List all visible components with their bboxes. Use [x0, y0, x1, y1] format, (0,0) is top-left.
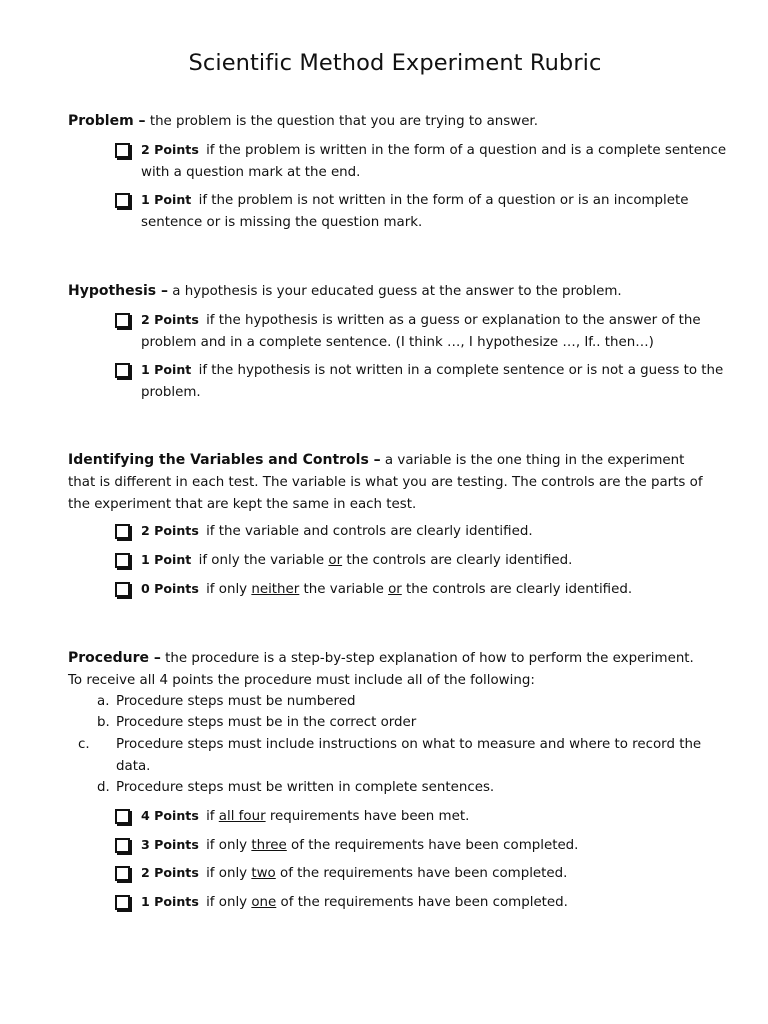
checkbox-icon[interactable] [115, 363, 130, 378]
points-label: 2 Points [141, 865, 199, 880]
option-text: if only [201, 866, 252, 881]
procedure-section [68, 647, 708, 692]
checkbox-icon[interactable] [115, 553, 130, 568]
option-text: if the hypothesis is written as a guess or explanation to the answer of the problem and in a complete sentence. (I think …, I hypothesize …, If.. then…) [141, 313, 701, 350]
points-label: 0 Points [141, 581, 199, 596]
rubric-option [115, 891, 727, 914]
page-title: Scientific Method Experiment Rubric [188, 50, 602, 76]
requirement-text: Procedure steps must be in the correct order [116, 715, 417, 730]
list-marker: b. [97, 715, 110, 730]
option-text: if the problem is not written in the form of a question or is an incomplete sentence or is missing the question mark. [141, 193, 689, 230]
option-text: if only [201, 582, 252, 597]
points-label: 1 Point [141, 552, 192, 567]
rubric-option [115, 520, 727, 543]
checkbox-icon[interactable] [115, 866, 130, 881]
list-marker: a. [97, 694, 110, 709]
option-text: if only [201, 838, 252, 853]
option-text: of the requirements have been completed. [276, 895, 568, 910]
rubric-option [115, 189, 727, 234]
option-text: if the problem is written in the form of a question and is a complete sentence with a question mark at the end. [141, 143, 727, 180]
underlined-word: or [388, 582, 402, 597]
rubric-option [115, 805, 727, 828]
underlined-word: all four [218, 809, 266, 824]
hypothesis-section [68, 280, 708, 303]
checkbox-icon[interactable] [115, 143, 130, 158]
checkbox-icon[interactable] [115, 838, 130, 853]
points-label: 2 Points [141, 312, 199, 327]
checkbox-icon[interactable] [115, 582, 130, 597]
option-text: if the hypothesis is not written in a complete sentence or is not a guess to the problem. [141, 363, 724, 400]
rubric-option [115, 862, 727, 885]
option-text: requirements have been met. [265, 809, 470, 824]
option-text: the variable [299, 582, 389, 597]
underlined-word: or [328, 553, 343, 568]
list-marker: c. [78, 737, 90, 752]
underlined-word: neither [251, 582, 300, 597]
points-label: 1 Points [141, 894, 199, 909]
points-label: 1 Point [141, 362, 192, 377]
points-label: 3 Points [141, 837, 199, 852]
section-heading: Problem – [68, 113, 146, 129]
underlined-word: one [251, 895, 277, 910]
points-label: 2 Points [141, 142, 199, 157]
option-text: the controls are clearly identified. [342, 553, 573, 568]
section-description: the problem is the question that you are trying to answer. [145, 114, 538, 129]
checkbox-icon[interactable] [115, 313, 130, 328]
underlined-word: two [251, 866, 276, 881]
rubric-option [115, 359, 727, 404]
requirement-text: Procedure steps must include instructions on what to measure and where to record the data. [116, 737, 702, 774]
rubric-option [115, 834, 727, 857]
points-label: 2 Points [141, 523, 199, 538]
underlined-word: three [251, 838, 287, 853]
checkbox-icon[interactable] [115, 895, 130, 910]
variables-section [68, 449, 708, 516]
section-heading: Procedure – [68, 650, 161, 666]
checkbox-icon[interactable] [115, 193, 130, 208]
section-heading: Identifying the Variables and Controls – [68, 452, 381, 468]
rubric-option [115, 139, 727, 184]
requirement-text: Procedure steps must be written in complete sentences. [116, 780, 495, 795]
requirement-item [97, 712, 717, 734]
option-text: of the requirements have been completed. [275, 866, 568, 881]
option-text: if the variable and controls are clearly identified. [201, 524, 533, 539]
list-marker: d. [97, 780, 110, 795]
rubric-option [115, 309, 727, 354]
option-text: if only [201, 895, 252, 910]
requirement-item [97, 691, 717, 713]
rubric-option [115, 549, 727, 572]
option-text: of the requirements have been completed. [286, 838, 579, 853]
section-description: the procedure is a step-by-step explanation of how to perform the experiment. To receive all 4 points the procedure must include all of the following: [68, 651, 694, 688]
rubric-option [115, 578, 727, 601]
problem-section [68, 110, 708, 133]
requirement-item [97, 777, 717, 799]
requirement-item [78, 734, 716, 778]
points-label: 1 Point [141, 192, 192, 207]
requirement-text: Procedure steps must be numbered [116, 694, 356, 709]
section-description: a hypothesis is your educated guess at the answer to the problem. [167, 284, 622, 299]
section-description: a variable is the one thing in the experiment that is different in each test. The variable is what you are testing. The controls are the parts of the experiment that are kept the same in each test. [68, 453, 703, 512]
points-label: 4 Points [141, 808, 199, 823]
checkbox-icon[interactable] [115, 809, 130, 824]
option-text: the controls are clearly identified. [401, 582, 633, 597]
section-heading: Hypothesis – [68, 283, 168, 299]
option-text: if [201, 809, 219, 824]
option-text: if only the variable [194, 553, 329, 568]
checkbox-icon[interactable] [115, 524, 130, 539]
